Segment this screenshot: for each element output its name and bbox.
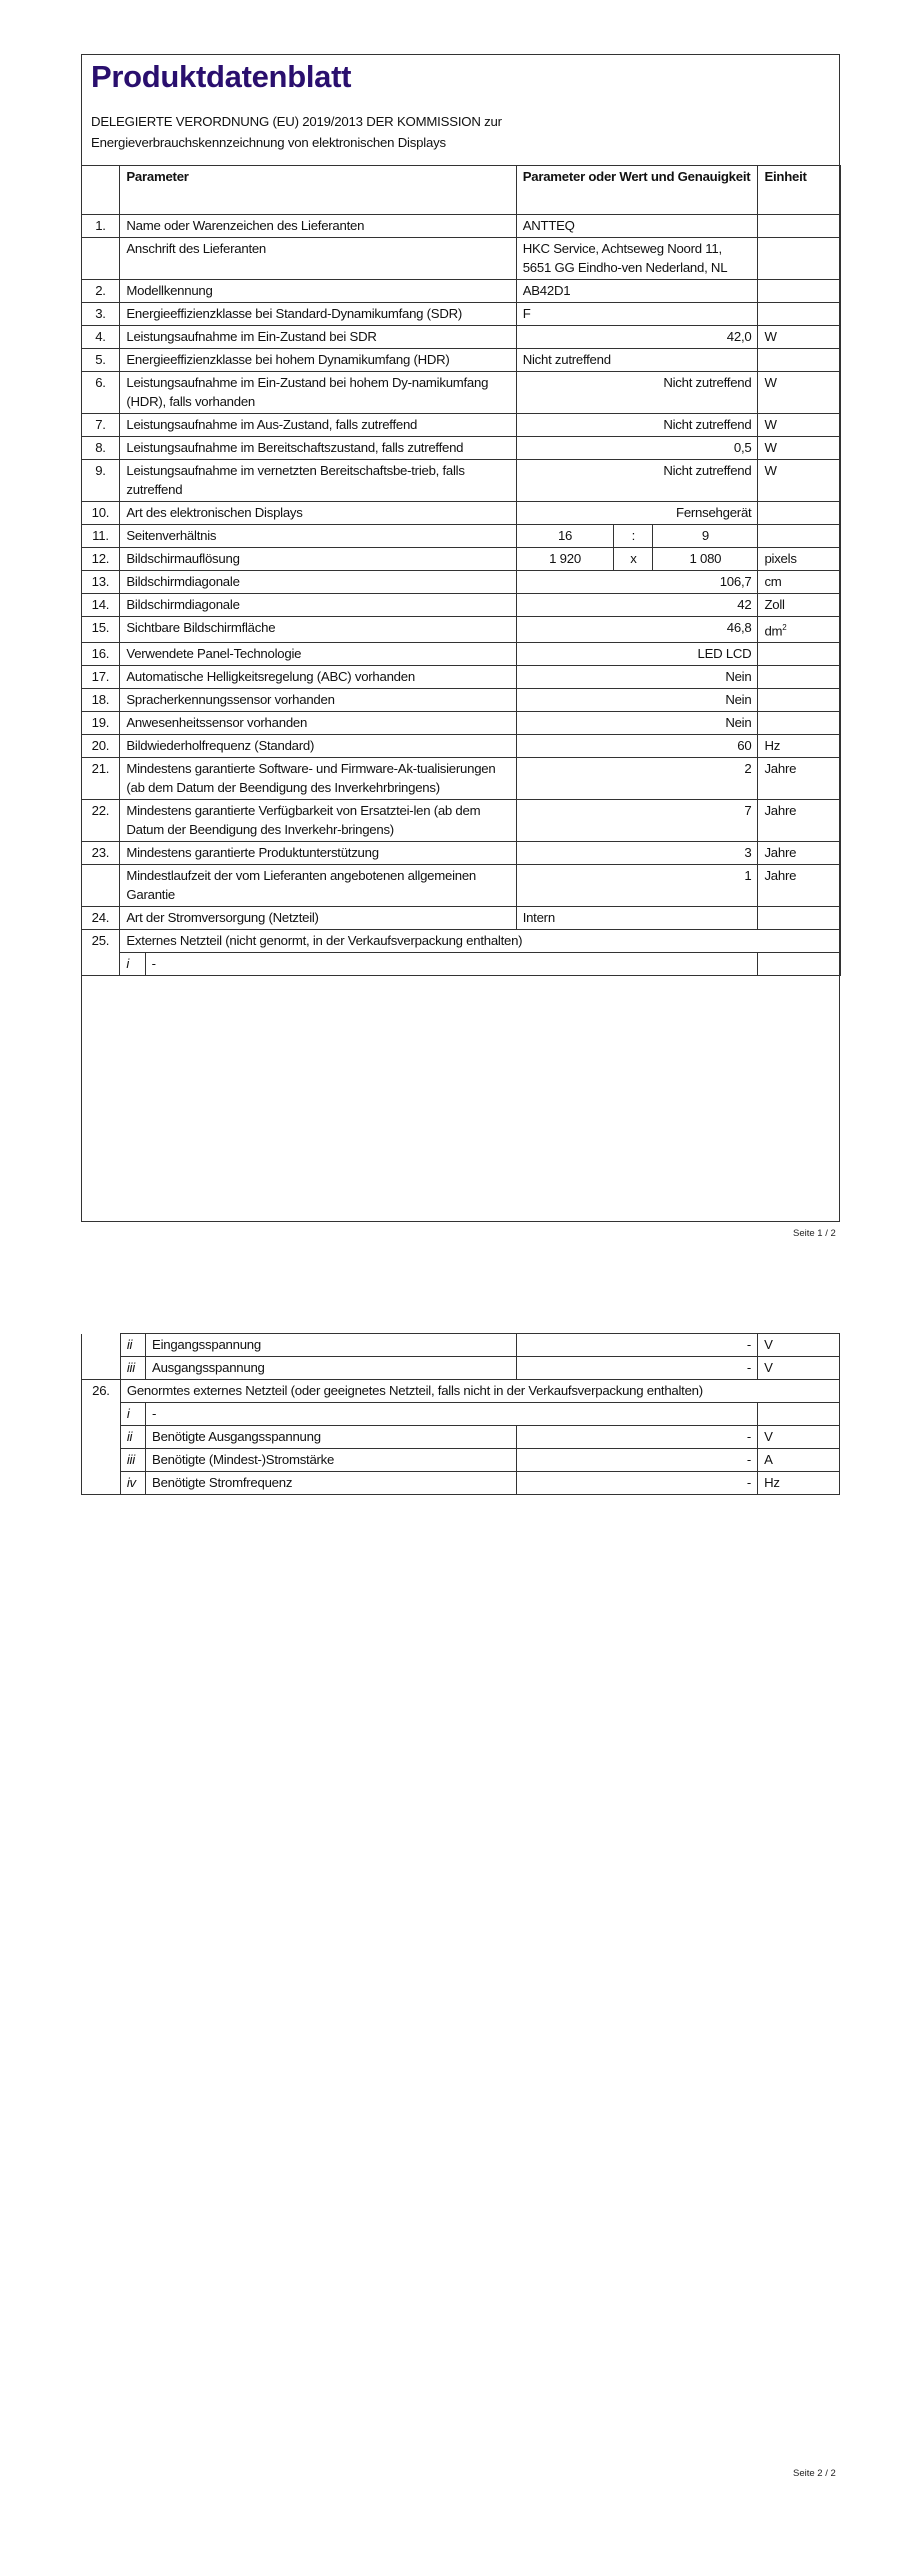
header-num: [81, 166, 120, 215]
value-cell: Nein: [516, 689, 758, 712]
roman-index: ii: [120, 1334, 145, 1357]
value-cell: LED LCD: [516, 643, 758, 666]
parameter-cell: Anwesenheitssensor vorhanden: [120, 712, 516, 735]
row-number: 15.: [81, 617, 120, 643]
roman-index: i: [120, 953, 145, 976]
value-separator: :: [614, 525, 653, 548]
unit-cell: V: [758, 1426, 840, 1449]
page-title: Produktdatenblatt: [91, 59, 352, 94]
unit-cell: Zoll: [758, 594, 840, 617]
roman-index: iv: [120, 1472, 145, 1495]
value-cell: Nicht zutreffend: [516, 460, 758, 502]
table-header-row: [81, 166, 840, 215]
row-number: 3.: [81, 303, 120, 326]
table-row: [81, 712, 840, 735]
parameter-cell: Mindestens garantierte Produktunterstützung: [120, 842, 516, 865]
value-cell: 46,8: [516, 617, 758, 643]
value-cell: AB42D1: [516, 280, 758, 303]
table-row: [81, 303, 840, 326]
empty-cell: [82, 1334, 121, 1357]
table-row: [81, 349, 840, 372]
table-row: [81, 437, 840, 460]
parameter-cell: Modellkennung: [120, 280, 516, 303]
table-row: [81, 280, 840, 303]
unit-cell: [758, 238, 840, 280]
parameter-cell: Leistungsaufnahme im vernetzten Bereitschaftsbe-trieb, falls zutreffend: [120, 460, 516, 502]
value-cell: -: [516, 1357, 757, 1380]
unit-cell: [758, 712, 840, 735]
unit-cell: [758, 303, 840, 326]
subrow-value: -: [145, 953, 758, 976]
value-cell: -: [516, 1426, 757, 1449]
parameter-cell: Energieeffizienzklasse bei hohem Dynamikumfang (HDR): [120, 349, 516, 372]
row-number: 23.: [81, 842, 120, 865]
roman-index: i: [120, 1403, 145, 1426]
value-cell: Nicht zutreffend: [516, 372, 758, 414]
unit-cell: Jahre: [758, 842, 840, 865]
parameter-cell: Mindestens garantierte Software- und Firmware-Ak-tualisierungen (ab dem Datum der Beendigung des Inverkehrbringens): [120, 758, 516, 800]
unit-cell: V: [758, 1357, 840, 1380]
page-footer-1: Seite 1 / 2: [793, 1228, 836, 1239]
table-row: [81, 571, 840, 594]
parameter-cell: Name oder Warenzeichen des Lieferanten: [120, 215, 516, 238]
value-cell: 60: [516, 735, 758, 758]
empty-cell: [82, 1472, 121, 1495]
table-row: [81, 525, 840, 548]
value-cell: -: [516, 1334, 757, 1357]
parameter-cell: Bildwiederholfrequenz (Standard): [120, 735, 516, 758]
roman-index: iii: [120, 1357, 145, 1380]
unit-cell: [758, 953, 840, 976]
table-row-25: [81, 930, 840, 953]
table-subrow: [82, 1334, 840, 1357]
table-row: [81, 666, 840, 689]
parameter-cell: Leistungsaufnahme im Bereitschaftszustand, falls zutreffend: [120, 437, 516, 460]
row-number: 5.: [81, 349, 120, 372]
unit-cell: W: [758, 372, 840, 414]
row-number: 13.: [81, 571, 120, 594]
unit-cell: W: [758, 460, 840, 502]
value-cell: 106,7: [516, 571, 758, 594]
row-number: 20.: [81, 735, 120, 758]
unit-cell: [758, 689, 840, 712]
row-number: 7.: [81, 414, 120, 437]
table-row: [81, 460, 840, 502]
row-number: 8.: [81, 437, 120, 460]
table-row: [81, 326, 840, 349]
regulation-subtitle: [91, 111, 502, 153]
table-subrow: [82, 1472, 840, 1495]
unit-cell: [758, 349, 840, 372]
parameter-cell: Benötigte Stromfrequenz: [146, 1472, 517, 1495]
unit-cell: W: [758, 326, 840, 349]
row-number: 11.: [81, 525, 120, 548]
subrow-value: -: [146, 1403, 758, 1426]
header-unit: Einheit: [758, 166, 840, 215]
row-heading: Externes Netzteil (nicht genormt, in der Verkaufsverpackung enthalten): [120, 930, 840, 953]
unit-cell: [758, 525, 840, 548]
datasheet-table: [81, 165, 841, 976]
value-cell: Nicht zutreffend: [516, 414, 758, 437]
parameter-cell: Benötigte (Mindest-)Stromstärke: [146, 1449, 517, 1472]
table-row: [81, 372, 840, 414]
subtitle-line-1: DELEGIERTE VERORDNUNG (EU) 2019/2013 DER KOMMISSION zur: [91, 114, 502, 129]
parameter-cell: Anschrift des Lieferanten: [120, 238, 516, 280]
unit-cell: Jahre: [758, 758, 840, 800]
table-subrow: [82, 1357, 840, 1380]
table-row: [81, 617, 840, 643]
table-subrow: [82, 1449, 840, 1472]
row-number: 19.: [81, 712, 120, 735]
unit-cell: [758, 907, 840, 930]
value-b-cell: 1 080: [653, 548, 758, 571]
parameter-cell: Spracherkennungssensor vorhanden: [120, 689, 516, 712]
empty-cell: [82, 1403, 121, 1426]
unit-cell: W: [758, 437, 840, 460]
table-subrow: [82, 1403, 840, 1426]
table-row: [81, 735, 840, 758]
empty-cell: [82, 1357, 121, 1380]
parameter-cell: Art des elektronischen Displays: [120, 502, 516, 525]
value-cell: Fernsehgerät: [516, 502, 758, 525]
table-row: [81, 800, 840, 842]
row-number: 4.: [81, 326, 120, 349]
datasheet-table-continued: [81, 1333, 840, 1495]
row-number: 14.: [81, 594, 120, 617]
parameter-cell: Automatische Helligkeitsregelung (ABC) vorhanden: [120, 666, 516, 689]
value-cell: 1: [516, 865, 758, 907]
empty-cell: [81, 953, 120, 976]
value-cell: 2: [516, 758, 758, 800]
table-row: [81, 502, 840, 525]
roman-index: iii: [120, 1449, 145, 1472]
value-cell: HKC Service, Achtseweg Noord 11, 5651 GG Eindho-ven Nederland, NL: [516, 238, 758, 280]
row-number: 26.: [82, 1380, 121, 1403]
unit-cell: [758, 1403, 840, 1426]
row-number: 1.: [81, 215, 120, 238]
value-cell: F: [516, 303, 758, 326]
unit-cell: [758, 280, 840, 303]
parameter-cell: Leistungsaufnahme im Ein-Zustand bei hohem Dy-namikumfang (HDR), falls vorhanden: [120, 372, 516, 414]
value-cell: ANTTEQ: [516, 215, 758, 238]
row-number: 2.: [81, 280, 120, 303]
value-cell: 42,0: [516, 326, 758, 349]
roman-index: ii: [120, 1426, 145, 1449]
table-row: [81, 865, 840, 907]
parameter-cell: Bildschirmauflösung: [120, 548, 516, 571]
value-cell: Nein: [516, 712, 758, 735]
row-number: 17.: [81, 666, 120, 689]
row-number: [81, 865, 120, 907]
unit-cell: Hz: [758, 1472, 840, 1495]
header-value: Parameter oder Wert und Genauigkeit: [516, 166, 758, 215]
row-number: 9.: [81, 460, 120, 502]
table-row: [81, 907, 840, 930]
table-row: [81, 238, 840, 280]
subtitle-line-2: Energieverbrauchskennzeichnung von elektronischen Displays: [91, 135, 446, 150]
table-row: [81, 758, 840, 800]
value-cell: Intern: [516, 907, 758, 930]
unit-cell: [758, 215, 840, 238]
value-cell: 7: [516, 800, 758, 842]
parameter-cell: Leistungsaufnahme im Aus-Zustand, falls zutreffend: [120, 414, 516, 437]
table-subrow: [82, 1426, 840, 1449]
value-cell: 42: [516, 594, 758, 617]
unit-cell: [758, 666, 840, 689]
table-row: [81, 548, 840, 571]
table-row: [81, 643, 840, 666]
row-number: 21.: [81, 758, 120, 800]
unit-cell: [758, 502, 840, 525]
value-cell: Nicht zutreffend: [516, 349, 758, 372]
parameter-cell: Sichtbare Bildschirmfläche: [120, 617, 516, 643]
empty-cell: [82, 1426, 121, 1449]
parameter-cell: Benötigte Ausgangsspannung: [146, 1426, 517, 1449]
datasheet-frame: [81, 54, 840, 1222]
table-row-26: [82, 1380, 840, 1403]
value-cell: 0,5: [516, 437, 758, 460]
row-number: 6.: [81, 372, 120, 414]
unit-cell: V: [758, 1334, 840, 1357]
parameter-cell: Leistungsaufnahme im Ein-Zustand bei SDR: [120, 326, 516, 349]
unit-cell: cm: [758, 571, 840, 594]
value-b-cell: 9: [653, 525, 758, 548]
unit-cell: A: [758, 1449, 840, 1472]
row-number: 24.: [81, 907, 120, 930]
table-row: [81, 215, 840, 238]
table-subrow: [81, 953, 840, 976]
parameter-cell: Ausgangsspannung: [146, 1357, 517, 1380]
parameter-cell: Bildschirmdiagonale: [120, 571, 516, 594]
parameter-cell: Mindestlaufzeit der vom Lieferanten angebotenen allgemeinen Garantie: [120, 865, 516, 907]
header-parameter: Parameter: [120, 166, 516, 215]
unit-cell: Hz: [758, 735, 840, 758]
value-a-cell: 16: [516, 525, 614, 548]
unit-cell: Jahre: [758, 865, 840, 907]
row-number: 18.: [81, 689, 120, 712]
unit-cell: $dm^2$: [758, 617, 840, 643]
row-heading: Genormtes externes Netzteil (oder geeignetes Netzteil, falls nicht in der Verkaufsverpackung enthalten): [120, 1380, 839, 1403]
row-number: [81, 238, 120, 280]
value-cell: Nein: [516, 666, 758, 689]
parameter-cell: Energieeffizienzklasse bei Standard-Dynamikumfang (SDR): [120, 303, 516, 326]
row-number: 12.: [81, 548, 120, 571]
unit-cell: Jahre: [758, 800, 840, 842]
parameter-cell: Eingangsspannung: [146, 1334, 517, 1357]
parameter-cell: Art der Stromversorgung (Netzteil): [120, 907, 516, 930]
parameter-cell: Bildschirmdiagonale: [120, 594, 516, 617]
unit-cell: pixels: [758, 548, 840, 571]
row-number: 22.: [81, 800, 120, 842]
parameter-cell: Verwendete Panel-Technologie: [120, 643, 516, 666]
page-footer-2: Seite 2 / 2: [793, 2468, 836, 2479]
empty-cell: [82, 1449, 121, 1472]
value-cell: -: [516, 1449, 757, 1472]
row-number: 10.: [81, 502, 120, 525]
row-number: 16.: [81, 643, 120, 666]
row-number: 25.: [81, 930, 120, 953]
table-row: [81, 594, 840, 617]
value-a-cell: 1 920: [516, 548, 614, 571]
parameter-cell: Mindestens garantierte Verfügbarkeit von Ersatztei-len (ab dem Datum der Beendigung des Inverkehr-bringens): [120, 800, 516, 842]
unit-cell: [758, 643, 840, 666]
value-cell: -: [516, 1472, 757, 1495]
unit-cell: W: [758, 414, 840, 437]
value-cell: 3: [516, 842, 758, 865]
table-row: [81, 842, 840, 865]
table-row: [81, 414, 840, 437]
value-separator: x: [614, 548, 653, 571]
parameter-cell: Seitenverhältnis: [120, 525, 516, 548]
table-row: [81, 689, 840, 712]
